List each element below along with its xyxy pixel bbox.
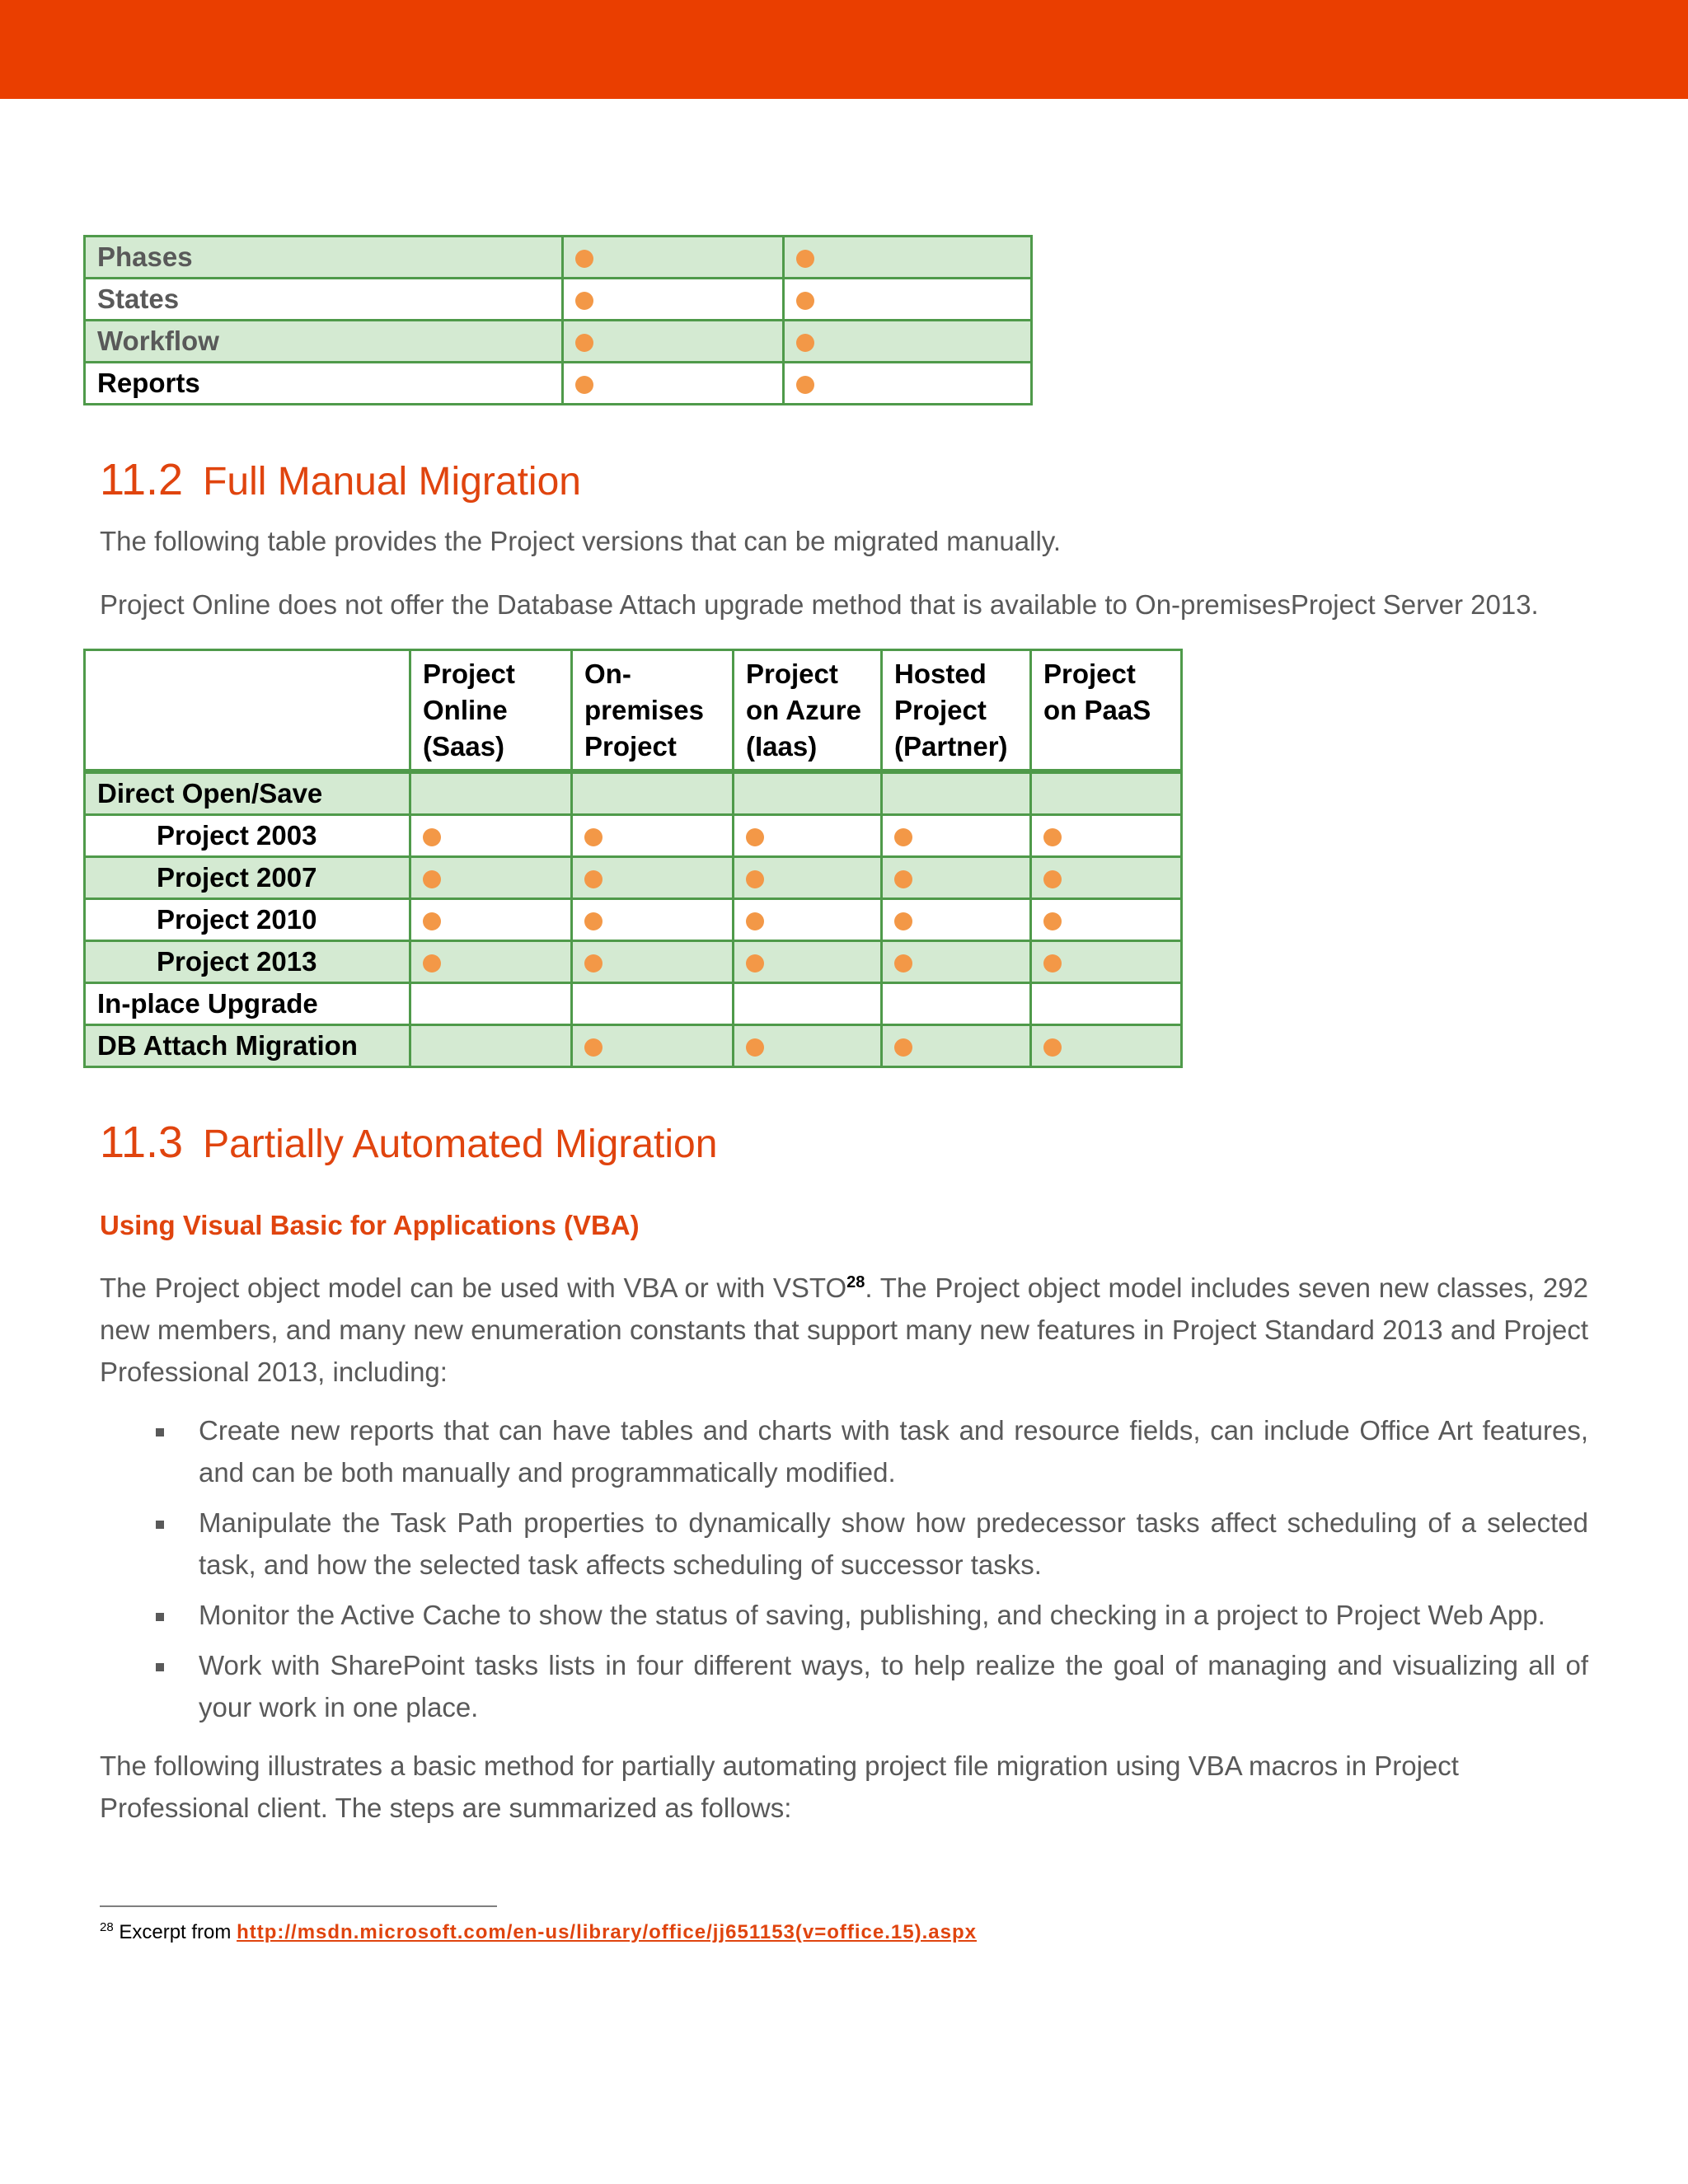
- table-row: [85, 1025, 1182, 1067]
- table-row: [85, 941, 1182, 983]
- supported-dot-icon: [575, 334, 593, 352]
- supported-dot-icon: [746, 870, 764, 888]
- intro-text: The Project object model can be used with VBA or with VSTO: [100, 1272, 847, 1303]
- list-item-text: Manipulate the Task Path properties to dynamically show how predecessor tasks affect scheduling of a selected task, and how the selected task affects scheduling of successor tasks.: [199, 1507, 1588, 1580]
- supported-dot-icon: [584, 912, 603, 930]
- mark-cell: [734, 857, 882, 899]
- supported-dot-icon: [1043, 912, 1062, 930]
- section-number: 11.3: [100, 1118, 184, 1167]
- supported-dot-icon: [423, 912, 441, 930]
- mark-cell: [1031, 815, 1182, 857]
- table-row: [85, 983, 1182, 1025]
- mark-cell: [734, 941, 882, 983]
- mark-cell: [410, 1025, 572, 1067]
- supported-dot-icon: [423, 954, 441, 972]
- paragraph: Professional client. The steps are summarized as follows:: [100, 1793, 792, 1823]
- mark-cell: [882, 771, 1031, 815]
- supported-dot-icon: [894, 828, 912, 846]
- supported-dot-icon: [1043, 870, 1062, 888]
- table-row: [85, 237, 1032, 279]
- column-header: Project on Azure (Iaas): [734, 650, 882, 772]
- mark-cell: [410, 899, 572, 941]
- top-accent-bar: [0, 0, 1688, 99]
- supported-dot-icon: [575, 250, 593, 268]
- mark-cell: [784, 363, 1032, 405]
- features-table: [83, 235, 1033, 405]
- row-label: In-place Upgrade: [85, 983, 410, 1025]
- mark-cell: [1031, 983, 1182, 1025]
- list-item: [100, 1502, 1588, 1586]
- mark-cell: [784, 321, 1032, 363]
- mark-cell: [410, 983, 572, 1025]
- section-number: 11.2: [100, 455, 184, 504]
- mark-cell: [1031, 857, 1182, 899]
- supported-dot-icon: [746, 1038, 764, 1057]
- row-label: Project 2003: [85, 815, 410, 857]
- table-row: [85, 321, 1032, 363]
- mark-cell: [882, 1025, 1031, 1067]
- subheading: Using Visual Basic for Applications (VBA): [100, 1210, 640, 1240]
- supported-dot-icon: [423, 828, 441, 846]
- mark-cell: [1031, 1025, 1182, 1067]
- supported-dot-icon: [796, 334, 814, 352]
- mark-cell: [734, 771, 882, 815]
- mark-cell: [410, 941, 572, 983]
- footnote: [100, 1920, 977, 1944]
- table-row: [85, 363, 1032, 405]
- supported-dot-icon: [584, 870, 603, 888]
- mark-cell: [563, 279, 784, 321]
- mark-cell: [572, 941, 734, 983]
- table-row: [85, 857, 1182, 899]
- list-item-text: Work with SharePoint tasks lists in four different ways, to help realize the goal of managing and visualizing all of your work in one place.: [199, 1650, 1588, 1722]
- supported-dot-icon: [796, 292, 814, 310]
- column-header: On- premises Project: [572, 650, 734, 772]
- supported-dot-icon: [894, 912, 912, 930]
- mark-cell: [572, 857, 734, 899]
- list-item: [100, 1644, 1588, 1728]
- column-header: Project on PaaS: [1031, 650, 1182, 772]
- row-label: DB Attach Migration: [85, 1025, 410, 1067]
- mark-cell: [572, 1025, 734, 1067]
- paragraph: Project Online does not offer the Database Attach upgrade method that is available to On-premisesProject Server 2013.: [100, 589, 1539, 620]
- mark-cell: [734, 815, 882, 857]
- intro-text-continued: . The Project object model includes seven new classes, 292 new members, and many new enumeration constants that support many new features in Project Standard 2013 and Project Professional 2013, including:: [100, 1272, 1588, 1387]
- mark-cell: [882, 857, 1031, 899]
- row-label: Phases: [85, 237, 563, 279]
- mark-cell: [410, 771, 572, 815]
- mark-cell: [734, 1025, 882, 1067]
- list-item-text: Monitor the Active Cache to show the status of saving, publishing, and checking in a project to Project Web App.: [199, 1600, 1545, 1630]
- list-item: [100, 1594, 1588, 1636]
- mark-cell: [882, 983, 1031, 1025]
- section-heading-11-2: [100, 454, 581, 505]
- supported-dot-icon: [575, 376, 593, 394]
- mark-cell: [410, 857, 572, 899]
- supported-dot-icon: [423, 870, 441, 888]
- mark-cell: [1031, 899, 1182, 941]
- bullet-square-icon: [156, 1521, 164, 1529]
- supported-dot-icon: [894, 870, 912, 888]
- supported-dot-icon: [746, 912, 764, 930]
- feature-list: [100, 1409, 1588, 1736]
- section-title: Full Manual Migration: [203, 460, 581, 504]
- section-heading-11-3: [100, 1117, 717, 1168]
- mark-cell: [882, 899, 1031, 941]
- supported-dot-icon: [1043, 1038, 1062, 1057]
- supported-dot-icon: [746, 954, 764, 972]
- mark-cell: [734, 983, 882, 1025]
- row-label: States: [85, 279, 563, 321]
- footnote-reference[interactable]: 28: [846, 1273, 865, 1291]
- table-row: [85, 899, 1182, 941]
- column-header: Hosted Project (Partner): [882, 650, 1031, 772]
- mark-cell: [784, 279, 1032, 321]
- supported-dot-icon: [894, 1038, 912, 1057]
- column-header: [85, 650, 410, 772]
- table-row: [85, 771, 1182, 815]
- row-label: Project 2013: [85, 941, 410, 983]
- mark-cell: [572, 899, 734, 941]
- mark-cell: [572, 771, 734, 815]
- mark-cell: [734, 899, 882, 941]
- supported-dot-icon: [894, 954, 912, 972]
- mark-cell: [1031, 771, 1182, 815]
- list-item: [100, 1409, 1588, 1493]
- mark-cell: [410, 815, 572, 857]
- row-label: Project 2010: [85, 899, 410, 941]
- supported-dot-icon: [584, 954, 603, 972]
- footnote-divider: [100, 1905, 497, 1907]
- mark-cell: [563, 237, 784, 279]
- mark-cell: [572, 815, 734, 857]
- mark-cell: [882, 815, 1031, 857]
- supported-dot-icon: [1043, 954, 1062, 972]
- bullet-square-icon: [156, 1428, 164, 1436]
- supported-dot-icon: [584, 1038, 603, 1057]
- supported-dot-icon: [746, 828, 764, 846]
- mark-cell: [563, 363, 784, 405]
- table-header-row: [85, 650, 1182, 772]
- supported-dot-icon: [1043, 828, 1062, 846]
- footnote-number: 28: [100, 1920, 114, 1934]
- mark-cell: [572, 983, 734, 1025]
- paragraph: The following illustrates a basic method for partially automating project file migration using VBA macros in Project: [100, 1750, 1459, 1781]
- footnote-link[interactable]: http://msdn.microsoft.com/en-us/library/office/jj651153(v=office.15).aspx: [237, 1921, 977, 1943]
- table-row: [85, 815, 1182, 857]
- supported-dot-icon: [575, 292, 593, 310]
- paragraph: The following table provides the Project versions that can be migrated manually.: [100, 526, 1062, 556]
- intro-paragraph: [100, 1267, 1588, 1393]
- mark-cell: [563, 321, 784, 363]
- table-row: [85, 279, 1032, 321]
- mark-cell: [882, 941, 1031, 983]
- mark-cell: [784, 237, 1032, 279]
- row-label: Project 2007: [85, 857, 410, 899]
- supported-dot-icon: [584, 828, 603, 846]
- bullet-square-icon: [156, 1663, 164, 1671]
- supported-dot-icon: [796, 376, 814, 394]
- migration-table: [83, 649, 1183, 1068]
- list-item-text: Create new reports that can have tables and charts with task and resource fields, can include Office Art features, and can be both manually and programmatically modified.: [199, 1415, 1588, 1488]
- row-label: Direct Open/Save: [85, 771, 410, 815]
- section-title: Partially Automated Migration: [203, 1122, 718, 1166]
- footnote-text: Excerpt from: [113, 1921, 237, 1943]
- mark-cell: [1031, 941, 1182, 983]
- column-header: Project Online (Saas): [410, 650, 572, 772]
- supported-dot-icon: [796, 250, 814, 268]
- row-label: Reports: [85, 363, 563, 405]
- row-label: Workflow: [85, 321, 563, 363]
- bullet-square-icon: [156, 1613, 164, 1621]
